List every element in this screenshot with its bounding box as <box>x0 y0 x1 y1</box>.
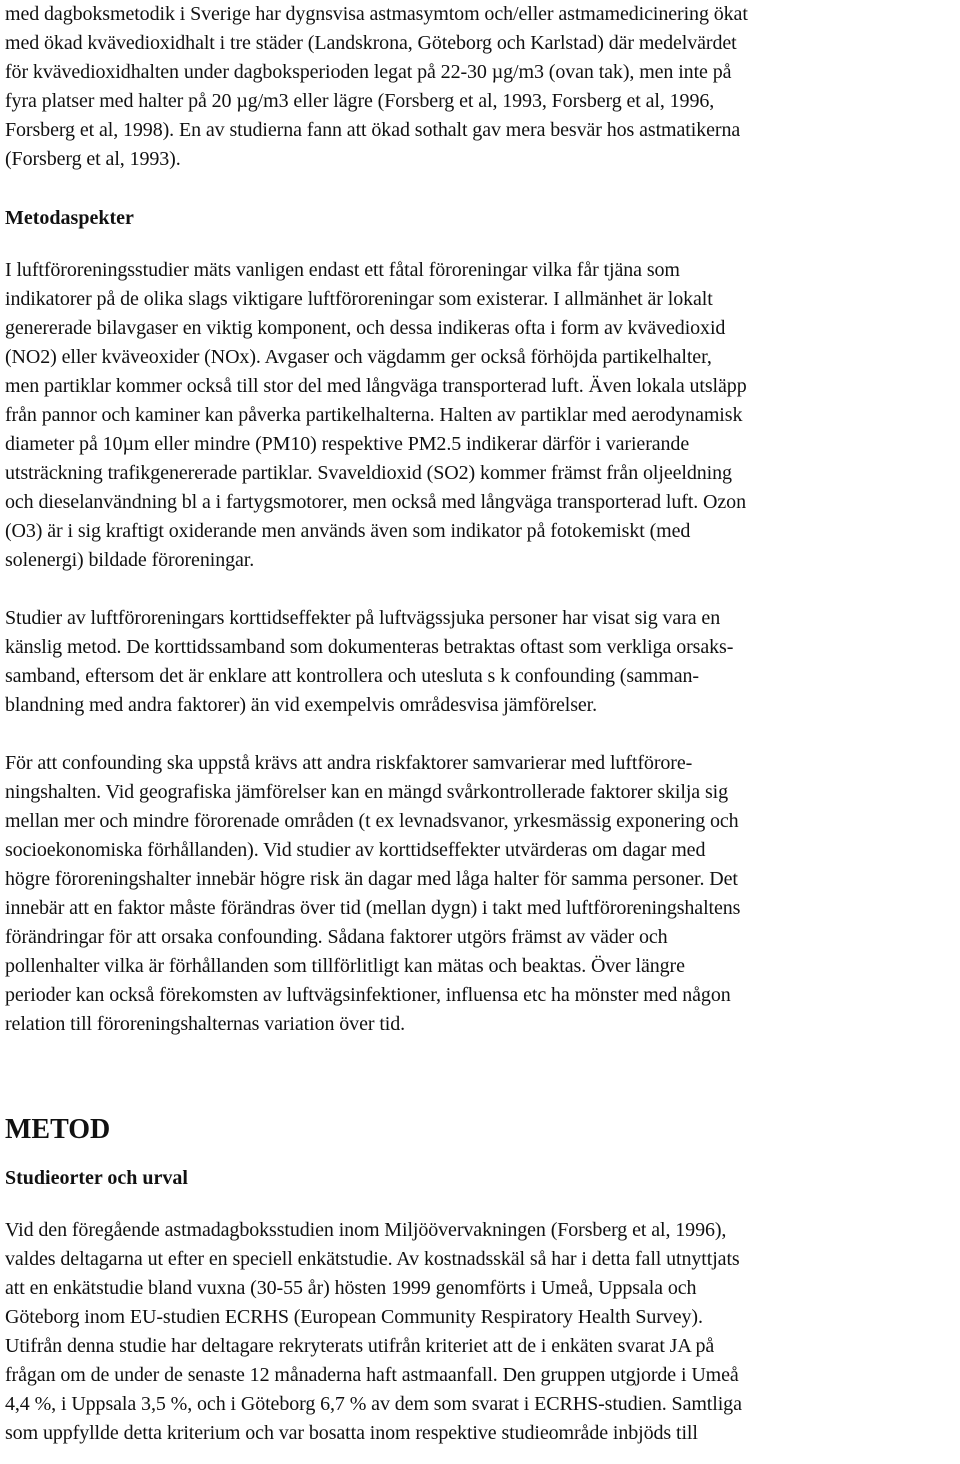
text-line: innebär att en faktor måste förändras över tid (mellan dygn) i takt med luftföroreningshaltens <box>5 897 741 919</box>
text-line: genererade bilavgaser en viktig komponent, och dessa indikeras ofta i form av kvävedioxid <box>5 317 726 339</box>
text-line: pollenhalter vilka är förhållanden som tillförlitligt kan mätas och beaktas. Över längre <box>5 955 685 977</box>
metod-paragraph-2 <box>5 604 954 720</box>
text-line: frågan om de under de senaste 12 månaderna haft astmaanfall. Den gruppen utgjorde i Umeå <box>5 1364 739 1386</box>
text-line: 4,4 %, i Uppsala 3,5 %, och i Göteborg 6,7 % av dem som svarat i ECRHS-studien. Samtliga <box>5 1393 742 1415</box>
text-line: som uppfyllde detta kriterium och var bosatta inom respektive studieområde inbjöds till <box>5 1422 698 1444</box>
intro-paragraph <box>5 0 954 174</box>
heading-metodaspekter: Metodaspekter <box>5 207 134 229</box>
heading-studieorter: Studieorter och urval <box>5 1167 188 1189</box>
text-line: förändringar för att orsaka confounding. Sådana faktorer utgörs främst av väder och <box>5 926 668 948</box>
text-line: med ökad kvävedioxidhalt i tre städer (Landskrona, Göteborg och Karlstad) där medelvärdet <box>5 32 737 54</box>
text-line: För att confounding ska uppstå krävs att andra riskfaktorer samvarierar med luftförore- <box>5 752 693 774</box>
paragraph-gap <box>5 720 954 749</box>
text-line: valdes deltagarna ut efter en speciell enkätstudie. Av kostnadsskäl så har i detta fall utnyttjats <box>5 1248 740 1270</box>
text-line: solenergi) bildade föroreningar. <box>5 549 255 571</box>
text-line: (Forsberg et al, 1993). <box>5 148 181 170</box>
paragraph-gap <box>5 575 954 604</box>
text-line: med dagboksmetodik i Sverige har dygnsvisa astmasymtom och/eller astmamedicinering ökat <box>5 3 748 25</box>
text-line: för kvävedioxidhalten under dagboksperioden legat på 22-30 µg/m3 (ovan tak), men inte på <box>5 61 732 83</box>
text-line: från pannor och kaminer kan påverka partikelhalterna. Halten av partiklar med aerodynamisk <box>5 404 743 426</box>
text-line: diameter på 10µm eller mindre (PM10) respektive PM2.5 indikerar därför i varierande <box>5 433 690 455</box>
text-line: ningshalten. Vid geografiska jämförelser kan en mängd svårkontrollerade faktorer skilja sig <box>5 781 728 803</box>
studie-paragraph <box>5 1216 954 1448</box>
heading-metod: METOD <box>5 1114 111 1145</box>
text-line: men partiklar kommer också till stor del med långväga transporterad luft. Även lokala utsläpp <box>5 375 747 397</box>
text-line: och dieselanvändning bl a i fartygsmotorer, men också med långväga transporterad luft. Ozon <box>5 491 746 513</box>
text-line: Studier av luftföroreningars korttidseffekter på luftvägssjuka personer har visat sig vara en <box>5 607 721 629</box>
text-line: utsträckning trafikgenererade partiklar. Svaveldioxid (SO2) kommer främst från oljeeldning <box>5 462 732 484</box>
text-line: Göteborg inom EU-studien ECRHS (European Community Respiratory Health Survey). <box>5 1306 703 1328</box>
metod-paragraph-1 <box>5 256 954 575</box>
text-line: mellan mer och mindre förorenade områden (t ex levnadsvanor, yrkesmässig exponering och <box>5 810 739 832</box>
text-line: indikatorer på de olika slags viktigare luftföroreningar som existerar. I allmänhet är lokalt <box>5 288 713 310</box>
text-line: (O3) är i sig kraftigt oxiderande men används även som indikator på fotokemiskt (med <box>5 520 691 542</box>
text-line: perioder kan också förekomsten av luftvägsinfektioner, influensa etc ha mönster med någon <box>5 984 731 1006</box>
text-line: samband, eftersom det är enklare att kontrollera och utesluta s k confounding (samman- <box>5 665 699 687</box>
text-line: Forsberg et al, 1998). En av studierna fann att ökad sothalt gav mera besvär hos astmatikerna <box>5 119 741 141</box>
text-line: relation till föroreningshalternas variation över tid. <box>5 1013 406 1035</box>
text-line: socioekonomiska förhållanden). Vid studier av korttidseffekter utvärderas om dagar med <box>5 839 706 861</box>
text-line: att en enkätstudie bland vuxna (30-55 år) hösten 1999 genomförts i Umeå, Uppsala och <box>5 1277 697 1299</box>
text-line: Vid den föregående astmadagboksstudien inom Miljöövervakningen (Forsberg et al, 1996), <box>5 1219 727 1241</box>
text-line: (NO2) eller kväveoxider (NOx). Avgaser och vägdamm ger också förhöjda partikelhalter, <box>5 346 712 368</box>
text-line: känslig metod. De korttidssamband som dokumenteras betraktas oftast som verkliga orsaks- <box>5 636 734 658</box>
text-line: blandning med andra faktorer) än vid exempelvis områdesvisa jämförelser. <box>5 694 598 716</box>
text-line: Utifrån denna studie har deltagare rekryterats utifrån kriteriet att de i enkäten svarat JA på <box>5 1335 715 1357</box>
text-line: I luftföroreningsstudier mäts vanligen endast ett fåtal föroreningar vilka får tjäna som <box>5 259 680 281</box>
metod-paragraph-3 <box>5 749 954 1039</box>
text-line: högre föroreningshalter innebär högre risk än dagar med låga halter för samma personer. Det <box>5 868 738 890</box>
text-line: fyra platser med halter på 20 µg/m3 eller lägre (Forsberg et al, 1993, Forsberg et al, 1996, <box>5 90 715 112</box>
